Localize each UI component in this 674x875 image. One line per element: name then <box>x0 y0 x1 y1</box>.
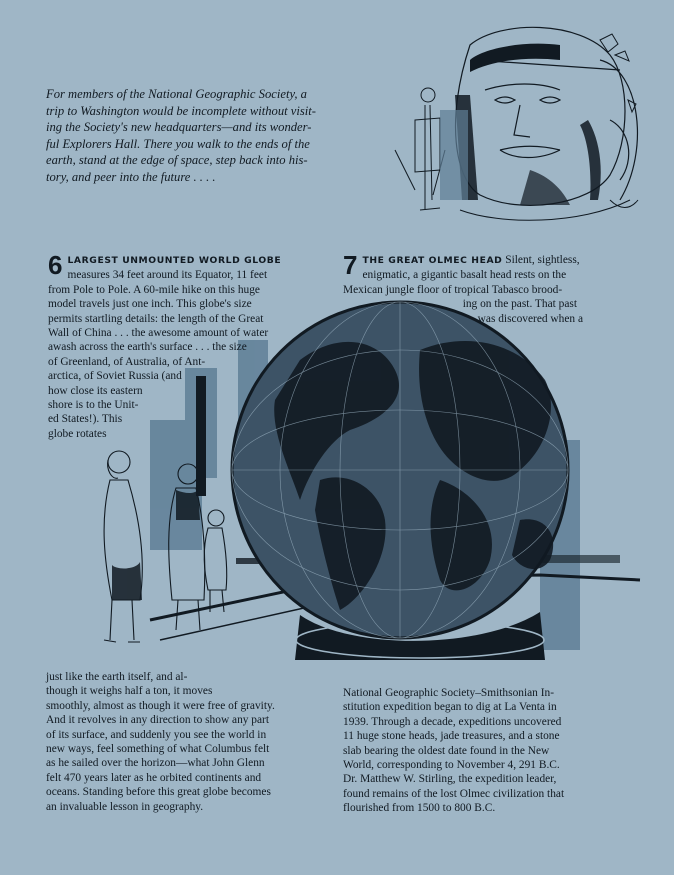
section-7-line: was discovered when a <box>477 312 583 325</box>
section-6-line: just like the earth itself, and al- <box>46 671 188 683</box>
section-7-olmec-text <box>343 250 585 326</box>
intro-line: tory, and peer into the future . . . . <box>46 169 216 184</box>
section-6-line: oceans. Standing before this great globe becomes <box>46 786 271 799</box>
section-7-line: National Geographic Society–Smithsonian In- <box>343 687 554 699</box>
section-6-line: model travels just one inch. This globe's size <box>48 298 252 311</box>
section-6-line: arctica, of Soviet Russia (and <box>48 370 182 383</box>
section-7-number: 7 <box>343 250 358 280</box>
section-6-line: measures 34 feet around its Equator, 11 feet <box>67 269 268 282</box>
section-7-line: 11 huge stone heads, jade treasures, and a stone <box>343 730 560 743</box>
section-6-line: an invaluable lesson in geography. <box>46 800 204 813</box>
section-6-heading: LARGEST UNMOUNTED WORLD GLOBE <box>67 255 282 266</box>
intro-line: ful Explorers Hall. There you walk to the ends of the <box>46 136 310 151</box>
section-6-line: as he sailed over the horizon—what John Glenn <box>46 757 265 770</box>
section-6-line: of its surface, and suddenly you see the world in <box>46 728 267 741</box>
section-7-line: Dr. Matthew W. Stirling, the expedition leader, <box>343 773 557 786</box>
section-6-line: And it revolves in any direction to show any part <box>46 714 270 727</box>
section-7-line: Silent, sightless, <box>505 254 580 266</box>
intro-line: For members of the National Geographic Society, a <box>46 87 307 101</box>
section-6-line: how close its eastern <box>48 384 143 397</box>
section-6-line: permits startling details: the length of the Great <box>48 312 264 325</box>
section-6-number: 6 <box>48 250 63 280</box>
section-7-line: ing on the past. That past <box>462 298 577 311</box>
section-7-line: enigmatic, a gigantic basalt head rests on the <box>362 269 567 282</box>
section-6-globe-text <box>48 250 288 441</box>
section-6-line: globe rotates <box>48 427 107 440</box>
section-6-line: of Greenland, of Australia, of Ant- <box>48 355 206 368</box>
section-7-line: World, corresponding to November 4, 291 B.C. <box>343 759 560 772</box>
section-7-line: Mexican jungle floor of tropical Tabasco brood- <box>343 283 563 296</box>
section-7-heading: THE GREAT OLMEC HEAD <box>362 255 503 266</box>
section-6-line: awash across the earth's surface . . . the size <box>48 341 247 354</box>
section-7-line: stitution expedition began to dig at La Venta in <box>343 701 557 714</box>
section-7-line: 1939. Through a decade, expeditions uncovered <box>343 715 562 728</box>
section-7-olmec-continued <box>343 686 587 816</box>
section-7-line: slab bearing the oldest date found in the New <box>343 744 550 757</box>
section-6-globe-continued <box>46 670 290 814</box>
intro-line: trip to Washington would be incomplete without visit- <box>46 103 316 118</box>
section-6-line: shore is to the Unit- <box>48 399 139 412</box>
section-6-line: ed States!). This <box>48 413 123 426</box>
intro-paragraph <box>46 86 378 186</box>
intro-line: earth, stand at the edge of space, step back into his- <box>46 153 308 168</box>
section-6-line: new ways, feel something of what Columbus felt <box>46 743 270 756</box>
section-6-line: from Pole to Pole. A 60-mile hike on this huge <box>48 283 260 296</box>
section-6-line: smoothly, almost as though it were free of gravity. <box>46 699 275 712</box>
intro-line: ing the Society's new headquarters—and its wonder- <box>46 120 312 135</box>
section-7-line: found remains of the lost Olmec civilization that <box>343 787 565 800</box>
section-7-line: flourished from 1500 to 800 B.C. <box>343 802 496 815</box>
section-6-line: felt 470 years later as he orbited continents and <box>46 771 262 784</box>
section-6-line: though it weighs half a ton, it moves <box>46 685 213 698</box>
section-6-line: Wall of China . . . the awesome amount of water <box>48 327 269 340</box>
